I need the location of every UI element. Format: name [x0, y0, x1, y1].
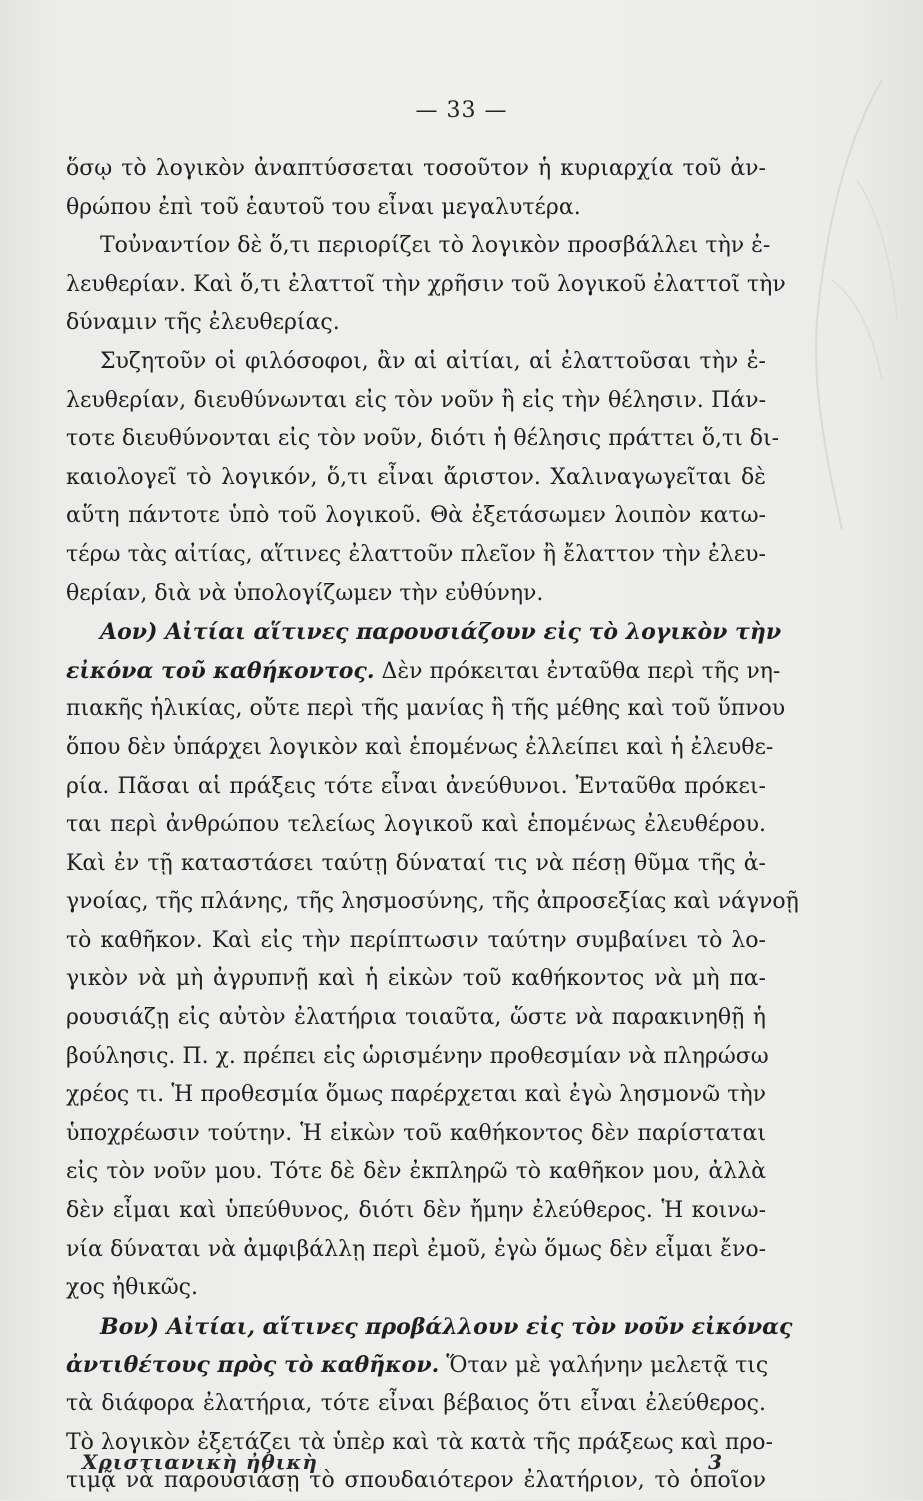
text-line [66, 1346, 769, 1385]
line-text: δύναμιν τῆς ἐλευθερίας. [66, 310, 340, 336]
leaf-imprint-mark [787, 60, 917, 560]
text-line [66, 1192, 766, 1231]
text-line [66, 420, 780, 459]
text-line [66, 729, 774, 768]
line-text: αὕτη πάντοτε ὑπὸ τοῦ λογικοῦ. Θὰ ἐξετάσωμεν λοιπὸν κατω- [66, 503, 766, 529]
section-heading: Βον) Αἰτίαι, αἵτινες προβάλλουν εἰς τὸν νοῦν εἰκόνας [100, 1313, 793, 1340]
section-heading: εἰκόνα τοῦ καθήκοντος. [66, 657, 375, 684]
line-text: τὸ καθῆκον. Καὶ εἰς τὴν περίπτωσιν ταύτην συμβαίνει τὸ λο- [66, 927, 766, 953]
line-text: ρία. Πᾶσαι αἱ πράξεις τότε εἶναι ἀνεύθυνοι. Ἐνταῦθα πρόκει- [66, 773, 766, 799]
body-text [66, 150, 799, 1501]
text-line [66, 652, 781, 691]
text-line [66, 1038, 769, 1077]
line-text: ται περὶ ἀνθρώπου τελείως λογικοῦ καὶ ἑπομένως ἐλευθέρου. [66, 812, 766, 838]
text-line [66, 1115, 766, 1154]
text-line [66, 304, 766, 343]
footer-book-title: Χριστιανικὴ ἠθικὴ [82, 1450, 318, 1474]
line-text: Ὅταν μὲ γαλήνην μελετᾷ τις [439, 1353, 769, 1379]
line-text: ὅπου δὲν ὑπάρχει λογικὸν καὶ ἑπομένως ἐλλείπει καὶ ἡ ἐλευθε- [66, 734, 774, 760]
line-text: πιακῆς ἡλικίας, οὔτε περὶ τῆς μανίας ἢ τῆς μέθης καὶ τοῦ ὕπνου [66, 696, 786, 722]
line-text: εἰς τὸν νοῦν μου. Τότε δὲ δὲν ἐκπληρῶ τὸ καθῆκον μου, ἀλλὰ [66, 1159, 766, 1185]
line-text: χος ἠθικῶς. [66, 1275, 198, 1301]
text-line [66, 497, 766, 536]
section-heading: ἀντιθέτους πρὸς τὸ καθῆκον. [66, 1352, 440, 1379]
text-line [66, 1269, 766, 1308]
line-text: τὰ διάφορα ἐλατήρια, τότε εἶναι βέβαιος ὅτι εἶναι ἐλεύθερος. [66, 1391, 766, 1416]
text-line [66, 1076, 766, 1115]
text-line [66, 266, 786, 305]
line-text: τέρω τὰς αἰτίας, αἵτινες ἐλαττοῦν πλεῖον ἢ ἔλαττον τὴν ἐλευ- [66, 541, 766, 567]
line-text: ὑποχρέωσιν τούτην. Ἡ εἰκὼν τοῦ καθήκοντος δὲν παρίσταται [66, 1120, 766, 1146]
line-text: ὅσῳ τὸ λογικὸν ἀναπτύσσεται τοσοῦτον ἡ κυριαρχία τοῦ ἀν- [66, 156, 766, 181]
line-text: Καὶ ἐν τῇ καταστάσει ταύτῃ δύναταί τις νὰ πέσῃ θῦμα τῆς ἀ- [66, 850, 766, 876]
line-text: θρώπου ἐπὶ τοῦ ἑαυτοῦ του εἶναι μεγαλυτέρα. [66, 194, 581, 220]
line-text: χρέος τι. Ἡ προθεσμία ὅμως παρέρχεται καὶ ἐγὼ λησμονῶ τὴν [66, 1082, 766, 1108]
text-line [66, 768, 766, 807]
text-line [66, 536, 766, 575]
text-line [66, 922, 766, 961]
line-text: Τοὐναντίον δὲ ὅ,τι περιορίζει τὸ λογικὸν προσβάλλει τὴν ἐ- [100, 233, 771, 259]
line-text: γνοίας, τῆς πλάνης, τῆς λησμοσύνης, τῆς ἀπροσεξίας καὶ νάγνοῇ [66, 889, 799, 915]
line-text: ρουσιάζῃ εἰς αὐτὸν ἐλατήρια τοιαῦτα, ὥστε νὰ παρακινηθῇ ἡ [66, 1005, 766, 1031]
text-line [66, 883, 799, 922]
text-line [66, 227, 771, 266]
text-line [66, 1231, 766, 1270]
line-text: βούλησις. Π. χ. πρέπει εἰς ὡρισμένην προθεσμίαν νὰ πληρώσω [66, 1043, 769, 1069]
text-line [66, 1385, 766, 1424]
text-line [66, 960, 766, 999]
text-line [66, 575, 766, 614]
line-text: Συζητοῦν οἱ φιλόσοφοι, ἂν αἱ αἰτίαι, αἱ ἐλαττοῦσαι τὴν ἐ- [100, 348, 766, 374]
section-heading: Αον) Αἰτίαι αἵτινες παρουσιάζουν εἰς τὸ λογικὸν τὴν [100, 619, 782, 646]
text-line [66, 343, 766, 382]
line-text: γικὸν νὰ μὴ ἀγρυπνῇ καὶ ἡ εἰκὼν τοῦ καθήκοντος νὰ μὴ πα- [66, 966, 766, 992]
text-line [66, 999, 766, 1038]
page-number: — 33 — [415, 98, 508, 123]
line-text: Δὲν πρόκειται ἐνταῦθα περὶ τῆς νη- [374, 658, 781, 684]
line-text: Τὸ λογικὸν ἐξετάζει τὰ ὑπὲρ καὶ τὰ κατὰ τῆς πράξεως καὶ προ- [66, 1429, 773, 1455]
line-text: τοτε διευθύνονται εἰς τὸν νοῦν, διότι ἡ θέλησις πράττει ὅ,τι δι- [66, 426, 780, 452]
line-text: θερίαν, διὰ νὰ ὑπολογίζωμεν τὴν εὐθύνην. [66, 580, 544, 606]
text-line [66, 613, 782, 652]
text-line [66, 806, 766, 845]
text-line [66, 1308, 793, 1347]
text-line [66, 382, 766, 421]
line-text: τιμᾷ νὰ παρουσιάσῃ τὸ σπουδαιότερον ἐλατήριον, τὸ ὁποῖον [66, 1468, 766, 1494]
line-text: δὲν εἶμαι καὶ ὑπεύθυνος, διότι δὲν ἤμην ἐλεύθερος. Ἡ κοινω- [66, 1198, 766, 1224]
text-line [66, 1153, 766, 1192]
line-text: λευθερίαν, διευθύνωνται εἰς τὸν νοῦν ἢ εἰς τὴν θέλησιν. Πάν- [66, 387, 766, 413]
footer-signature-number: 3 [708, 1450, 722, 1474]
text-line [66, 845, 766, 884]
text-line [66, 150, 766, 189]
text-line [66, 189, 766, 228]
text-line [66, 690, 786, 729]
text-line [66, 459, 766, 498]
line-text: λευθερίαν. Καὶ ὅ,τι ἐλαττοῖ τὴν χρῆσιν τοῦ λογικοῦ ἐλαττοῖ τὴν [66, 271, 786, 297]
line-text: καιολογεῖ τὸ λογικόν, ὅ,τι εἶναι ἄριστον. Χαλιναγωγεῖται δὲ [66, 464, 766, 490]
line-text: νία δύναται νὰ ἀμφιβάλλῃ περὶ ἐμοῦ, ἐγὼ ὅμως δὲν εἶμαι ἔνο- [66, 1236, 766, 1262]
